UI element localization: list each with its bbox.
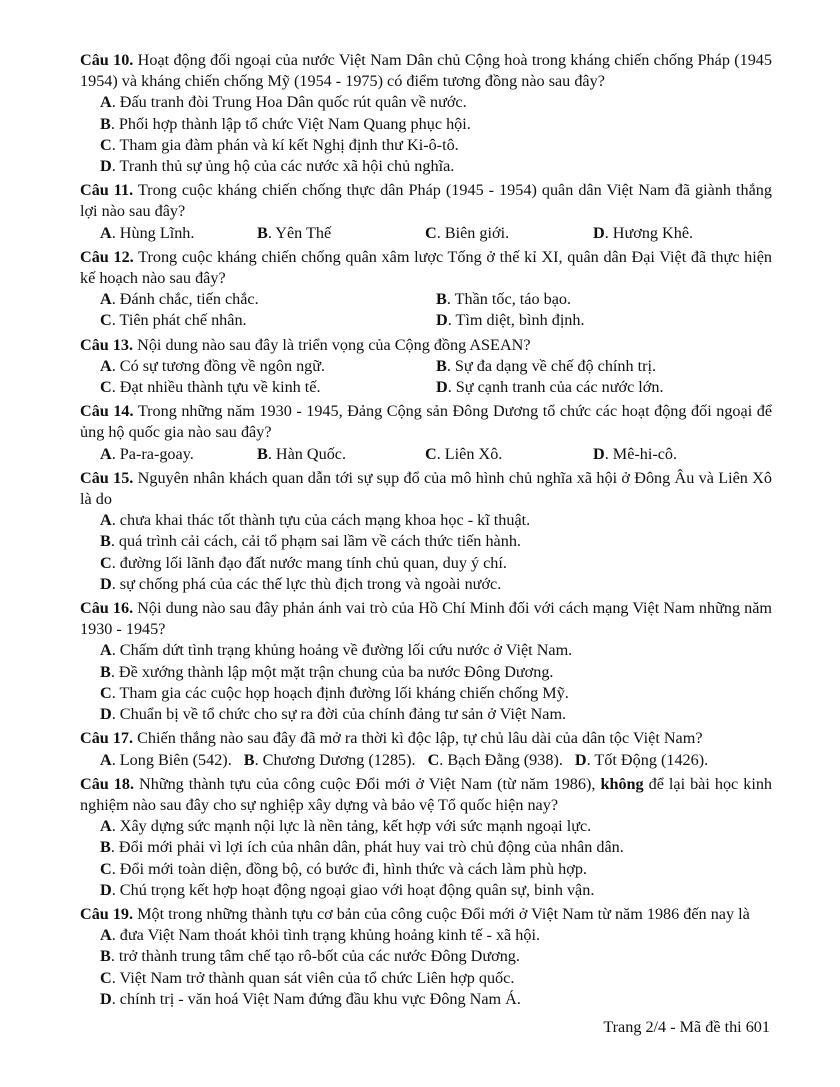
option-d[interactable]: D. Tranh thủ sự ủng hộ của các nước xã hội chủ nghĩa. [100,157,455,176]
question-stem [80,247,772,289]
question-number: Câu 13. [80,335,134,354]
option-c[interactable]: C. đường lối lãnh đạo đất nước mang tính chủ quan, duy ý chí. [100,553,507,572]
option-c[interactable]: C. Tham gia các cuộc họp hoạch định đường lối kháng chiến chống Mỹ. [100,683,569,702]
option-d[interactable]: D. Tìm diệt, bình định. [436,311,585,330]
option-b[interactable]: B. Đổi mới phải vì lợi ích của nhân dân, phát huy vai trò chủ động của nhân dân. [100,838,624,857]
question-13 [80,335,772,399]
question-number: Câu 19. [80,904,134,923]
emphasis-word: không [600,774,644,793]
question-text: Những thành tựu của công cuộc Đổi mới ở Việt Nam (từ năm 1986), [139,774,596,793]
page-footer: Trang 2/4 - Mã đề thi 601 [603,1018,770,1036]
option-d[interactable]: D. Mê-hi-cô. [593,444,678,463]
option-d[interactable]: D. sự chống phá của các thế lực thù địch trong và ngoài nước. [100,574,502,593]
option-a[interactable]: A. Chấm dứt tình trạng khủng hoảng về đường lối cứu nước ở Việt Nam. [100,641,573,660]
question-number: Câu 15. [80,468,134,487]
question-18 [80,774,772,901]
option-b[interactable]: B. Thần tốc, táo bạo. [436,290,572,309]
option-c[interactable]: C. Việt Nam trở thành quan sát viên của tổ chức Liên hợp quốc. [100,968,515,987]
option-c[interactable]: C. Tham gia đàm phán và kí kết Nghị định thư Ki-ô-tô. [100,135,459,154]
question-number: Câu 16. [80,599,134,618]
option-a[interactable]: A. Pa-ra-goay. [100,444,194,463]
question-text: Trong cuộc kháng chiến chống quân xâm lược Tống ở thế kỉ XI, quân dân Đại Việt đã thực hiện kế hoạch nào sau đây? [80,247,772,288]
question-stem [80,50,772,92]
question-text-cont: để lại bài học kinh nghiệm nào sau đây cho sự nghiệp xây dựng và bảo vệ Tổ quốc hiện nay? [80,774,773,814]
option-c[interactable]: C. Tiên phát chế nhân. [100,311,247,330]
option-d[interactable]: D. chính trị - văn hoá Việt Nam đứng đầu khu vực Đông Nam Á. [100,989,521,1008]
question-text: Chiến thắng nào sau đây đã mở ra thời kì độc lập, tự chủ lâu dài của dân tộc Việt Nam? [137,729,703,748]
option-b[interactable]: B. Sự đa dạng về chế độ chính trị. [436,356,657,375]
option-a[interactable]: A. chưa khai thác tốt thành tựu của cách mạng khoa học - kĩ thuật. [100,511,531,530]
option-b[interactable]: B. Yên Thế [257,223,332,242]
option-a[interactable]: A. Xây dựng sức mạnh nội lực là nền tảng, kết hợp với sức mạnh ngoại lực. [100,817,592,836]
question-stem [80,335,772,356]
question-stem [80,904,772,925]
option-a[interactable]: A. đưa Việt Nam thoát khỏi tình trạng khủng hoảng kinh tế - xã hội. [100,926,541,945]
question-text: Hoạt động đối ngoại của nước Việt Nam Dân chủ Cộng hoà trong kháng chiến chống Pháp (1945 1954) và kháng chiến chống Mỹ (1954 - 1975) có điểm tương đồng nào sau đây? [80,51,772,91]
option-d[interactable]: D. Sự cạnh tranh của các nước lớn. [436,378,664,397]
option-b[interactable]: B. Chương Dương (1285). [243,750,416,769]
option-c[interactable]: C. Liên Xô. [425,444,503,463]
option-b[interactable]: B. Phối hợp thành lập tổ chức Việt Nam Quang phục hội. [100,114,471,133]
options-row [80,289,772,310]
question-stem [80,468,772,510]
option-b[interactable]: B. trở thành trung tâm chế tạo rô-bốt của các nước Đông Dương. [100,947,520,966]
question-12 [80,247,772,332]
options-row [80,377,772,398]
question-11 [80,180,772,244]
question-text: Trong cuộc kháng chiến chống thực dân Pháp (1945 - 1954) quân dân Việt Nam đã giành thắng lợi nào sau đây? [80,181,772,221]
question-number: Câu 11. [80,181,134,200]
question-19 [80,904,772,1010]
question-number: Câu 17. [80,729,134,748]
question-text: Trong những năm 1930 - 1945, Đảng Cộng sản Đông Dương tổ chức các hoạt động đối ngoại để ủng hộ quốc gia nào sau đây? [80,402,772,442]
options-row [80,750,772,771]
option-d[interactable]: D. Hương Khê. [593,223,694,242]
options-row [80,356,772,377]
question-number: Câu 12. [80,247,134,266]
question-number: Câu 14. [80,402,134,421]
question-text: Nội dung nào sau đây phản ánh vai trò của Hồ Chí Minh đối với cách mạng Việt Nam những năm 1930 - 1945? [80,599,773,639]
question-text: Một trong những thành tựu cơ bản của công cuộc Đổi mới ở Việt Nam từ năm 1986 đến nay là [137,904,750,923]
option-d[interactable]: D. Chuẩn bị về tổ chức cho sự ra đời của chính đảng tư sản ở Việt Nam. [100,705,567,724]
option-c[interactable]: C. Bạch Đằng (938). [427,750,563,769]
question-stem [80,401,772,443]
options-row [80,444,772,465]
option-b[interactable]: B. quá trình cải cách, cải tổ phạm sai lầm về cách thức tiến hành. [100,532,521,551]
question-stem [80,598,772,640]
exam-page [80,50,772,1010]
question-text: Nguyên nhân khách quan dẫn tới sự sụp đổ của mô hình chủ nghĩa xã hội ở Đông Âu và Liên Xô là do [80,468,772,509]
option-a[interactable]: A. Long Biên (542). [100,750,232,769]
option-c[interactable]: C. Biên giới. [425,223,510,242]
question-stem [80,728,772,749]
options-row [80,310,772,331]
option-a[interactable]: A. Đánh chắc, tiến chắc. [100,290,259,309]
option-d[interactable]: D. Chú trọng kết hợp hoạt động ngoại giao với hoạt động quân sự, binh vận. [100,880,595,899]
option-a[interactable]: A. Hùng Lĩnh. [100,223,195,242]
option-a[interactable]: A. Đấu tranh đòi Trung Hoa Dân quốc rút quân về nước. [100,93,467,112]
question-stem [80,774,772,816]
question-stem [80,180,772,222]
question-14 [80,401,772,465]
option-a[interactable]: A. Có sự tương đồng về ngôn ngữ. [100,356,326,375]
option-c[interactable]: C. Đạt nhiều thành tựu về kinh tế. [100,378,321,397]
question-15 [80,468,772,595]
option-b[interactable]: B. Hàn Quốc. [257,444,347,463]
question-10 [80,50,772,177]
question-number: Câu 10. [80,51,134,69]
option-d[interactable]: D. Tốt Động (1426). [574,750,709,769]
option-c[interactable]: C. Đổi mới toàn diện, đồng bộ, có bước đi, hình thức và cách làm phù hợp. [100,859,587,878]
question-number: Câu 18. [80,774,135,793]
question-17 [80,728,772,770]
options-row [80,223,772,244]
question-text: Nội dung nào sau đây là triển vọng của Cộng đồng ASEAN? [137,335,531,354]
option-b[interactable]: B. Đề xướng thành lập một mặt trận chung của ba nước Đông Dương. [100,662,554,681]
question-16 [80,598,772,725]
